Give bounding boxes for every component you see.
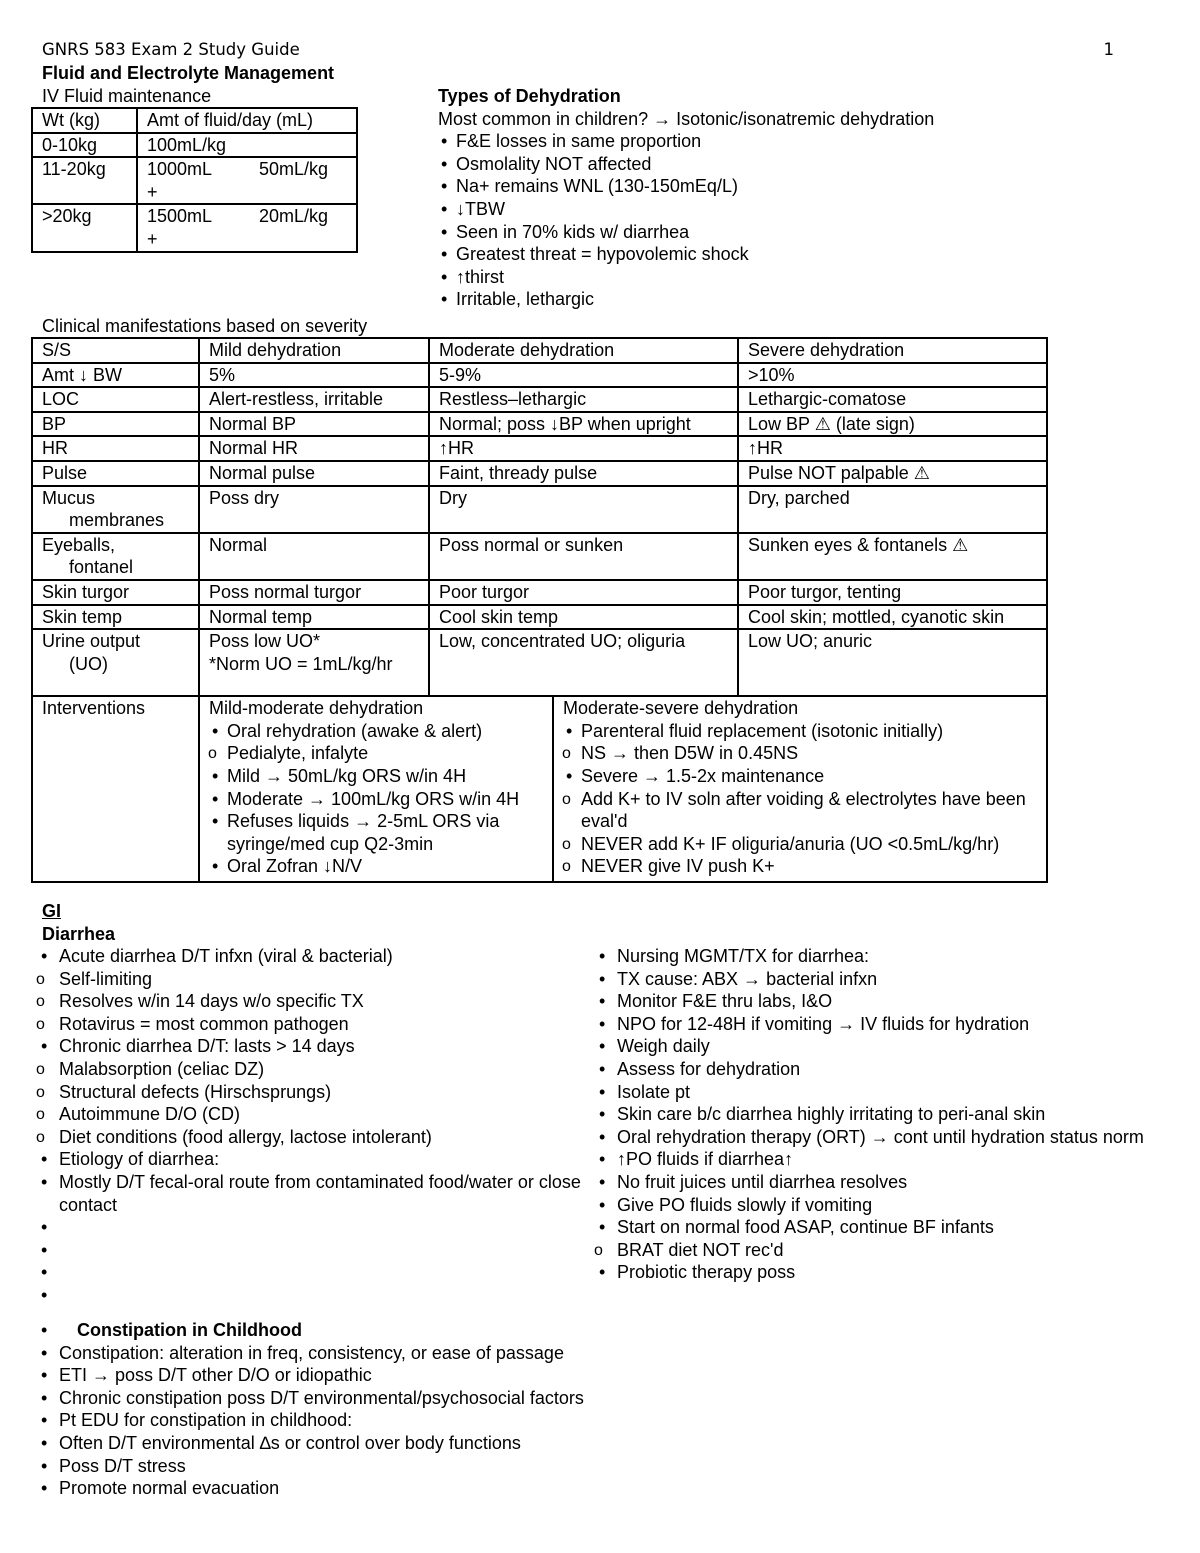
cell-text: Poss normal or sunken bbox=[439, 534, 624, 555]
list-item: • Constipation: alteration in freq, consistency, or ease of passage bbox=[34, 1342, 734, 1365]
list-item: • Parenteral fluid replacement (isotonic initially) bbox=[563, 720, 1046, 743]
constipation-title bbox=[34, 1319, 734, 1342]
mild-cell bbox=[199, 363, 429, 388]
list-item: • ↑thirst bbox=[438, 266, 1158, 289]
ss-cell bbox=[32, 412, 199, 437]
list-item: • Often D/T environmental ∆s or control over body functions bbox=[34, 1432, 734, 1455]
list-item bbox=[34, 1239, 594, 1262]
cell-text: Skin turgor bbox=[42, 581, 130, 602]
ss-cell bbox=[32, 387, 199, 412]
table-row bbox=[32, 605, 1047, 630]
moderate-cell bbox=[429, 533, 738, 580]
list-item: • Oral rehydration therapy (ORT) → cont until hydration status norm bbox=[592, 1126, 1152, 1149]
list-item: • Promote normal evacuation bbox=[34, 1477, 734, 1500]
cell-text-line2: fontanel bbox=[69, 557, 134, 578]
list-item: • Give PO fluids slowly if vomiting bbox=[592, 1194, 1152, 1217]
cell-text: Skin temp bbox=[42, 606, 123, 627]
mild-cell bbox=[199, 486, 429, 533]
fluid-plus: + bbox=[147, 181, 158, 202]
cell-text: Urine output bbox=[42, 631, 141, 652]
mild-cell bbox=[199, 605, 429, 630]
severe-cell bbox=[738, 580, 1047, 605]
severe-cell bbox=[738, 436, 1047, 461]
list-item: • TX cause: ABX → bacterial infxn bbox=[592, 968, 1152, 991]
moderate-severe-cell bbox=[553, 696, 1047, 882]
ss-cell bbox=[32, 629, 199, 696]
list-item: o Resolves w/in 14 days w/o specific TX bbox=[34, 990, 594, 1013]
interventions-label: Interventions bbox=[32, 696, 199, 882]
list-item: • ↓TBW bbox=[438, 198, 1158, 221]
mild-cell bbox=[199, 533, 429, 580]
list-item: o Self-limiting bbox=[34, 968, 594, 991]
list-item: • Osmolality NOT affected bbox=[438, 153, 1158, 176]
ss-cell bbox=[32, 605, 199, 630]
list-item: • Etiology of diarrhea: bbox=[34, 1148, 594, 1171]
cell-text: LOC bbox=[42, 389, 80, 410]
moderate-cell bbox=[429, 605, 738, 630]
cell-text: Poor turgor, tenting bbox=[748, 581, 902, 602]
list-item: • F&E losses in same proportion bbox=[438, 130, 1158, 153]
fluid-base: 1000mL bbox=[147, 159, 213, 180]
cell-text: ↑HR bbox=[748, 438, 783, 459]
table-header-cell: Amt of fluid/day (mL) bbox=[137, 108, 357, 133]
constipation-title-text: Constipation in Childhood bbox=[77, 1320, 302, 1340]
list-item: • Irritable, lethargic bbox=[438, 288, 1158, 311]
moderate-cell bbox=[429, 412, 738, 437]
severe-cell bbox=[738, 387, 1047, 412]
table-row bbox=[32, 461, 1047, 486]
fluid-base: 1500mL bbox=[147, 206, 213, 227]
ss-cell bbox=[32, 436, 199, 461]
fluid-split bbox=[147, 158, 356, 181]
cell-text: HR bbox=[42, 438, 68, 459]
dehydration-types-intro: Most common in children? → Isotonic/isonatremic dehydration bbox=[438, 108, 935, 129]
cell-text: Alert-restless, irritable bbox=[209, 389, 384, 410]
table-row bbox=[32, 363, 1047, 388]
list-item: o NEVER give IV push K+ bbox=[563, 855, 1046, 878]
list-item bbox=[34, 1216, 594, 1239]
table-header-cell: Wt (kg) bbox=[32, 108, 137, 133]
list-item: • Start on normal food ASAP, continue BF infants bbox=[592, 1216, 1152, 1239]
severe-cell bbox=[738, 363, 1047, 388]
cell-text: 5% bbox=[209, 364, 236, 385]
list-item: o Structural defects (Hirschsprungs) bbox=[34, 1081, 594, 1104]
list-item: • Seen in 70% kids w/ diarrhea bbox=[438, 221, 1158, 244]
ss-cell bbox=[32, 580, 199, 605]
cell-text: Mucus bbox=[42, 487, 96, 508]
list-item: • ↑PO fluids if diarrhea↑ bbox=[592, 1148, 1152, 1171]
interventions-row bbox=[32, 696, 1047, 882]
table-row bbox=[32, 533, 1047, 580]
cell-text: Dry bbox=[439, 487, 467, 508]
fluid-extra: 20mL/kg bbox=[259, 206, 329, 227]
cell-text: Dry, parched bbox=[748, 487, 850, 508]
iv-fluid-header-row bbox=[32, 108, 357, 133]
list-item: • Pt EDU for constipation in childhood: bbox=[34, 1409, 734, 1432]
cell-text: Poor turgor bbox=[439, 581, 530, 602]
table-row bbox=[32, 629, 1047, 696]
list-item: o Malabsorption (celiac DZ) bbox=[34, 1058, 594, 1081]
table-header-cell: Severe dehydration bbox=[738, 338, 1047, 363]
cell-text-line2: *Norm UO = 1mL/kg/hr bbox=[209, 653, 393, 674]
ss-cell bbox=[32, 533, 199, 580]
list-item: • Severe → 1.5-2x maintenance bbox=[563, 765, 1046, 788]
moderate-cell bbox=[429, 486, 738, 533]
table-row bbox=[32, 204, 357, 251]
list-item: • Chronic diarrhea D/T: lasts > 14 days bbox=[34, 1035, 594, 1058]
list-item: • Nursing MGMT/TX for diarrhea: bbox=[592, 945, 1152, 968]
list-item: • Weigh daily bbox=[592, 1035, 1152, 1058]
table-header-cell: Moderate dehydration bbox=[429, 338, 738, 363]
cell-text: BP bbox=[42, 413, 67, 434]
list-item: o NEVER add K+ IF oliguria/anuria (UO <0.5mL/kg/hr) bbox=[563, 833, 1046, 856]
page-header bbox=[42, 39, 1114, 62]
mild-cell bbox=[199, 387, 429, 412]
list-item: • NPO for 12-48H if vomiting → IV fluids for hydration bbox=[592, 1013, 1152, 1036]
list-item: • Poss D/T stress bbox=[34, 1455, 734, 1478]
gi-title: GI bbox=[42, 901, 62, 921]
list-item: • Mostly D/T fecal-oral route from contaminated food/water or close contact bbox=[34, 1171, 594, 1216]
dehydration-types-title: Types of Dehydration bbox=[438, 86, 621, 106]
list-item: • Assess for dehydration bbox=[592, 1058, 1152, 1081]
list-item: • ETI → poss D/T other D/O or idiopathic bbox=[34, 1364, 734, 1387]
moderate-cell bbox=[429, 580, 738, 605]
diarrhea-right-list bbox=[592, 945, 1152, 1284]
mild-moderate-title: Mild-moderate dehydration bbox=[209, 698, 424, 719]
cell-text: Pulse bbox=[42, 462, 88, 483]
mild-moderate-cell bbox=[199, 696, 553, 882]
table-header-cell: Mild dehydration bbox=[199, 338, 429, 363]
table-row bbox=[32, 412, 1047, 437]
moderate-cell bbox=[429, 436, 738, 461]
table-row bbox=[32, 486, 1047, 533]
mild-cell bbox=[199, 412, 429, 437]
iv-fluid-label: IV Fluid maintenance bbox=[42, 86, 212, 106]
table-cell: 0-10kg bbox=[32, 133, 137, 158]
table-row bbox=[32, 436, 1047, 461]
cell-text-line2: membranes bbox=[69, 510, 165, 531]
fluid-split bbox=[147, 205, 356, 228]
list-item bbox=[34, 1284, 594, 1307]
cell-text: Lethargic-comatose bbox=[748, 389, 907, 410]
cell-text: Low BP ⚠ (late sign) bbox=[748, 413, 915, 434]
table-row bbox=[32, 387, 1047, 412]
list-item: • Isolate pt bbox=[592, 1081, 1152, 1104]
list-item: • Refuses liquids → 2-5mL ORS via syringe/med cup Q2-3min bbox=[209, 810, 552, 855]
cell-text: Eyeballs, bbox=[42, 534, 116, 555]
cell-text: Normal; poss ↓BP when upright bbox=[439, 413, 691, 434]
list-item: • Probiotic therapy poss bbox=[592, 1261, 1152, 1284]
cell-text: Low UO; anuric bbox=[748, 631, 873, 652]
cell-text-line2: (UO) bbox=[69, 653, 108, 674]
list-item: • Skin care b/c diarrhea highly irritating to peri-anal skin bbox=[592, 1103, 1152, 1126]
moderate-cell bbox=[429, 461, 738, 486]
table-cell bbox=[137, 204, 357, 251]
severe-cell bbox=[738, 412, 1047, 437]
table-row bbox=[32, 580, 1047, 605]
table-cell bbox=[137, 157, 357, 204]
list-item: o Add K+ to IV soln after voiding & electrolytes have been eval'd bbox=[563, 788, 1046, 833]
dehydration-types bbox=[438, 85, 1158, 311]
list-item: • Mild → 50mL/kg ORS w/in 4H bbox=[209, 765, 552, 788]
clinical-label: Clinical manifestations based on severity bbox=[42, 316, 368, 336]
list-item: • Na+ remains WNL (130-150mEq/L) bbox=[438, 175, 1158, 198]
cell-text: Cool skin; mottled, cyanotic skin bbox=[748, 606, 1005, 627]
constipation-list bbox=[34, 1319, 734, 1500]
list-item: • No fruit juices until diarrhea resolves bbox=[592, 1171, 1152, 1194]
cell-text: Normal pulse bbox=[209, 462, 316, 483]
fluid-plus: + bbox=[147, 228, 158, 249]
list-item bbox=[34, 1261, 594, 1284]
table-cell: >20kg bbox=[32, 204, 137, 251]
moderate-cell bbox=[429, 629, 738, 696]
diarrhea-left-list bbox=[34, 945, 594, 1307]
mild-cell bbox=[199, 436, 429, 461]
table-cell: 11-20kg bbox=[32, 157, 137, 204]
ss-cell bbox=[32, 461, 199, 486]
severe-cell bbox=[738, 461, 1047, 486]
section-title: Fluid and Electrolyte Management bbox=[42, 63, 335, 83]
severe-cell bbox=[738, 605, 1047, 630]
cell-text: 5-9% bbox=[439, 364, 482, 385]
iv-fluid-table bbox=[31, 107, 358, 253]
severe-cell bbox=[738, 486, 1047, 533]
list-item: o Rotavirus = most common pathogen bbox=[34, 1013, 594, 1036]
clinical-header-row bbox=[32, 338, 1047, 363]
list-item: o Pedialyte, infalyte bbox=[209, 742, 552, 765]
list-item: • Oral rehydration (awake & alert) bbox=[209, 720, 552, 743]
cell-text: Low, concentrated UO; oliguria bbox=[439, 631, 686, 652]
moderate-severe-list bbox=[563, 720, 1046, 878]
list-item: • Greatest threat = hypovolemic shock bbox=[438, 243, 1158, 266]
cell-text: Normal HR bbox=[209, 438, 299, 459]
clinical-table bbox=[31, 337, 1048, 883]
table-row bbox=[32, 157, 357, 204]
diarrhea-title: Diarrhea bbox=[42, 923, 116, 944]
cell-text: Restless–lethargic bbox=[439, 389, 587, 410]
cell-text: Pulse NOT palpable ⚠ bbox=[748, 462, 930, 483]
table-cell: 100mL/kg bbox=[137, 133, 357, 158]
cell-text: Poss normal turgor bbox=[209, 581, 362, 602]
list-item: o Diet conditions (food allergy, lactose intolerant) bbox=[34, 1126, 594, 1149]
table-header-cell: S/S bbox=[32, 338, 199, 363]
cell-text: Normal bbox=[209, 534, 268, 555]
clinical-rows bbox=[32, 363, 1047, 697]
gi-section bbox=[42, 900, 115, 945]
ss-cell bbox=[32, 486, 199, 533]
list-item: o NS → then D5W in 0.45NS bbox=[563, 742, 1046, 765]
list-item: • Chronic constipation poss D/T environmental/psychosocial factors bbox=[34, 1387, 734, 1410]
ss-cell bbox=[32, 363, 199, 388]
mild-moderate-list bbox=[209, 720, 552, 878]
cell-text: Amt ↓ BW bbox=[42, 364, 122, 385]
mild-cell bbox=[199, 461, 429, 486]
cell-text: Poss dry bbox=[209, 487, 280, 508]
cell-text: Faint, thready pulse bbox=[439, 462, 598, 483]
list-item: • Moderate → 100mL/kg ORS w/in 4H bbox=[209, 788, 552, 811]
mild-cell bbox=[199, 580, 429, 605]
fluid-extra: 50mL/kg bbox=[259, 159, 329, 180]
moderate-cell bbox=[429, 387, 738, 412]
cell-text: Cool skin temp bbox=[439, 606, 559, 627]
cell-text: >10% bbox=[748, 364, 795, 385]
cell-text: Poss low UO* bbox=[209, 631, 321, 652]
document-title: GNRS 583 Exam 2 Study Guide bbox=[42, 40, 300, 59]
cell-text: Normal temp bbox=[209, 606, 313, 627]
severe-cell bbox=[738, 629, 1047, 696]
cell-text: Sunken eyes & fontanels ⚠ bbox=[748, 534, 969, 555]
cell-text: ↑HR bbox=[439, 438, 474, 459]
list-item: o BRAT diet NOT rec'd bbox=[592, 1239, 1152, 1262]
list-item: • Monitor F&E thru labs, I&O bbox=[592, 990, 1152, 1013]
mild-cell bbox=[199, 629, 429, 696]
table-row bbox=[32, 133, 357, 158]
dehydration-types-list bbox=[438, 130, 1158, 311]
list-item: o Autoimmune D/O (CD) bbox=[34, 1103, 594, 1126]
severe-cell bbox=[738, 533, 1047, 580]
cell-text: Normal BP bbox=[209, 413, 297, 434]
moderate-severe-title: Moderate-severe dehydration bbox=[563, 698, 799, 719]
page-number: 1 bbox=[1103, 40, 1114, 59]
list-item: • Acute diarrhea D/T infxn (viral & bacterial) bbox=[34, 945, 594, 968]
list-item: • Oral Zofran ↓N/V bbox=[209, 855, 552, 878]
moderate-cell bbox=[429, 363, 738, 388]
